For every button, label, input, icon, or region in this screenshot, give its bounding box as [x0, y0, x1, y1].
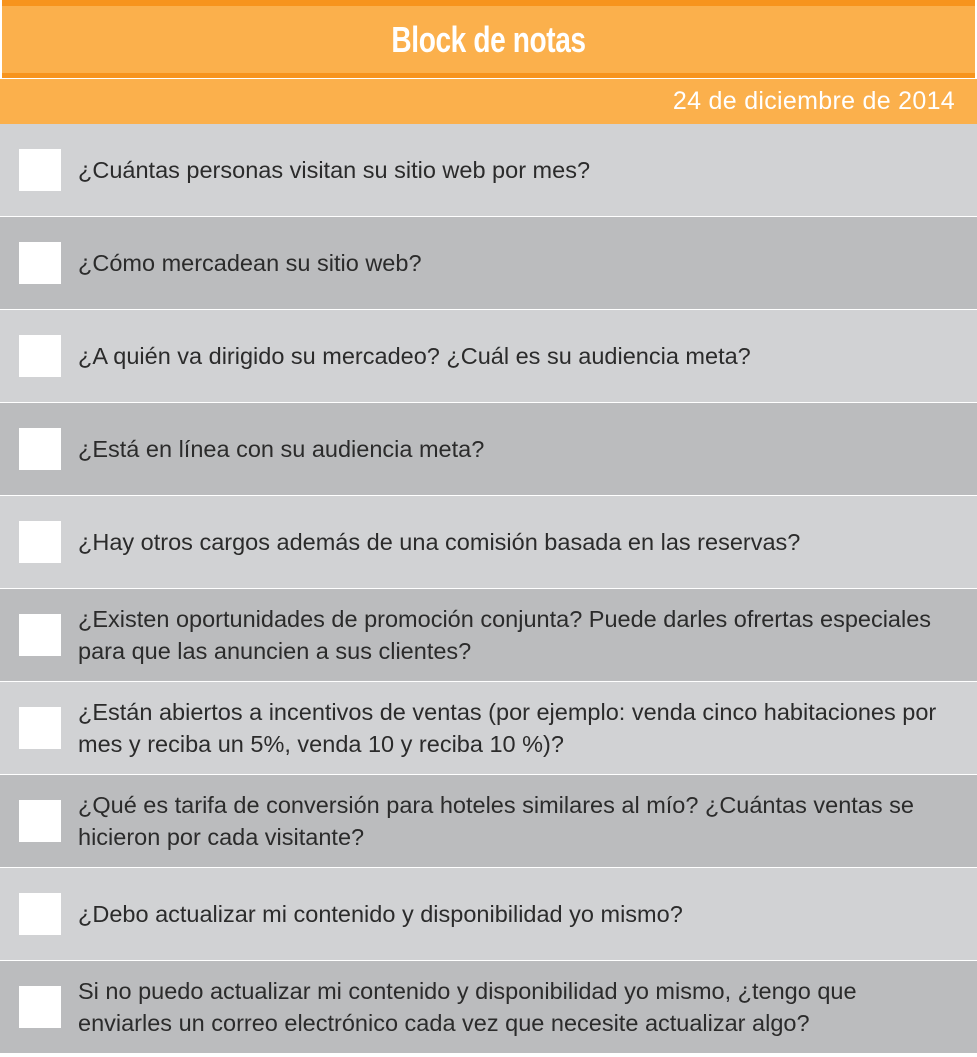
checklist-item-label: ¿Está en línea con su audiencia meta? [78, 436, 485, 462]
checklist-item [0, 682, 977, 775]
checklist-item [0, 775, 977, 868]
date-bar [0, 79, 977, 124]
checklist [0, 124, 977, 1054]
checklist-item [0, 403, 977, 496]
checklist-item-label: Si no puedo actualizar mi contenido y disponibilidad yo mismo, ¿tengo que enviarles un correo electrónico cada vez que necesite actualizar algo? [78, 978, 857, 1036]
checkbox[interactable] [19, 149, 61, 191]
checklist-item [0, 310, 977, 403]
checkbox[interactable] [19, 242, 61, 284]
checklist-item [0, 124, 977, 217]
checklist-item-label: ¿Cuántas personas visitan su sitio web por mes? [78, 157, 591, 183]
checklist-item-label: ¿Existen oportunidades de promoción conjunta? Puede darles ofrertas especiales para que las anuncien a sus clientes? [78, 606, 932, 664]
checkbox[interactable] [19, 893, 61, 935]
checkbox[interactable] [19, 521, 61, 563]
checklist-item [0, 217, 977, 310]
page-title: Block de notas [391, 18, 586, 60]
checklist-item [0, 868, 977, 961]
checklist-item-label: ¿Están abiertos a incentivos de ventas (por ejemplo: venda cinco habitaciones por mes y reciba un 5%, venda 10 y reciba 10 %)? [78, 699, 937, 757]
checkbox[interactable] [19, 986, 61, 1028]
title-bar [2, 0, 975, 78]
checkbox[interactable] [19, 800, 61, 842]
checkbox[interactable] [19, 335, 61, 377]
date-label: 24 de diciembre de 2014 [672, 87, 955, 115]
checkbox[interactable] [19, 614, 61, 656]
checkbox[interactable] [19, 707, 61, 749]
checkbox[interactable] [19, 428, 61, 470]
checklist-item-label: ¿Debo actualizar mi contenido y disponibilidad yo mismo? [78, 901, 683, 927]
checklist-item-label: ¿Cómo mercadean su sitio web? [78, 250, 422, 276]
checklist-item-label: ¿Hay otros cargos además de una comisión basada en las reservas? [78, 529, 801, 555]
checklist-item [0, 589, 977, 682]
checklist-item [0, 961, 977, 1054]
checklist-item-label: ¿Qué es tarifa de conversión para hoteles similares al mío? ¿Cuántas ventas se hicieron por cada visitante? [78, 792, 914, 850]
checklist-item [0, 496, 977, 589]
checklist-item-label: ¿A quién va dirigido su mercadeo? ¿Cuál es su audiencia meta? [78, 343, 751, 369]
